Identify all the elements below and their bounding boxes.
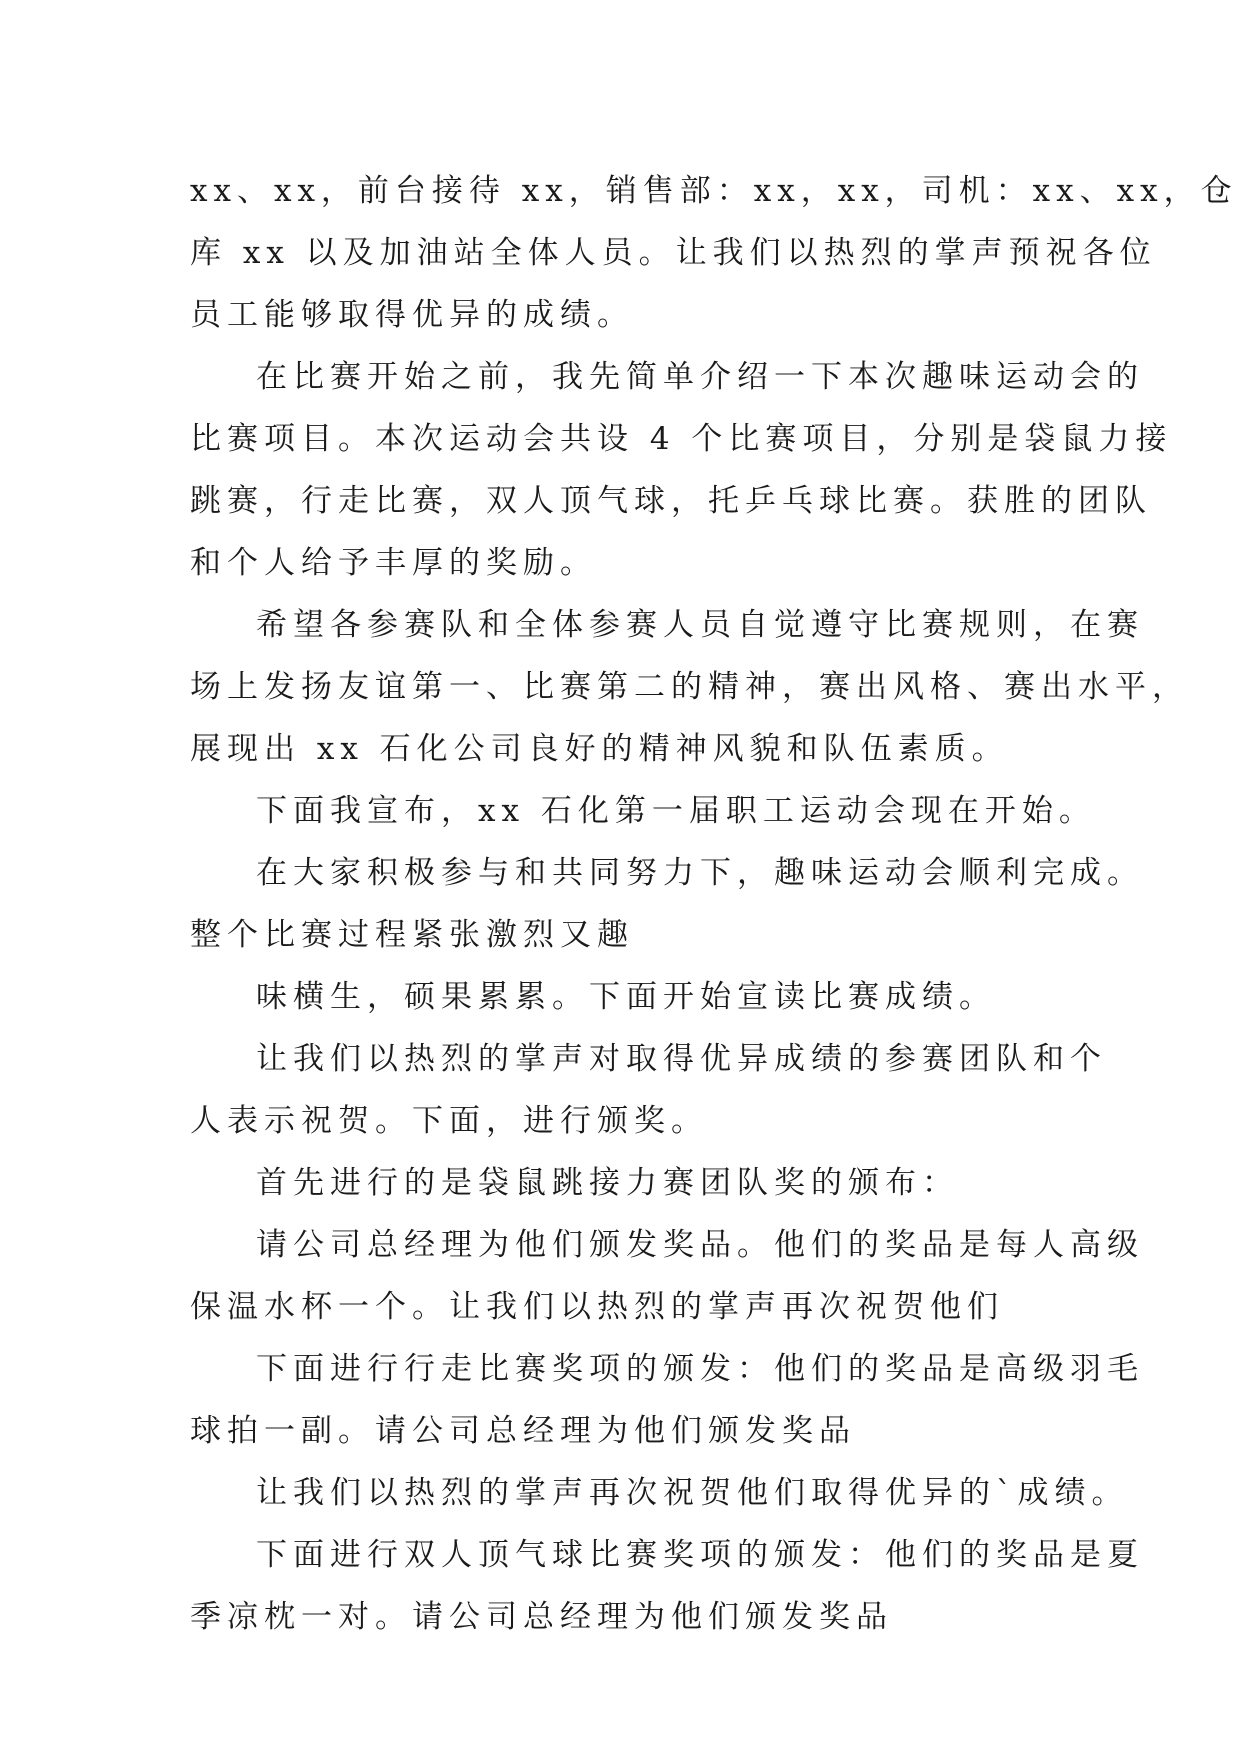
text-line: 让我们以热烈的掌声对取得优异成绩的参赛团队和个 [256,1041,1107,1077]
text-line: 让我们以热烈的掌声再次祝贺他们取得优异的`成绩。 [256,1475,1129,1511]
text-line: 味横生，硕果累累。下面开始宣读比赛成绩。 [256,979,996,1015]
text-line: 跳赛，行走比赛，双人顶气球，托乒乓球比赛。获胜的团队 [190,483,1152,519]
text-line: 球拍一副。请公司总经理为他们颁发奖品 [190,1413,856,1449]
text-line: 希望各参赛队和全体参赛人员自觉遵守比赛规则，在赛 [256,607,1144,643]
text-line: 保温水杯一个。让我们以热烈的掌声再次祝贺他们 [190,1289,1004,1325]
body-text [190,160,1238,1648]
text-line: 季凉枕一对。请公司总经理为他们颁发奖品 [190,1599,893,1635]
text-line: xx、xx，前台接待 xx，销售部：xx，xx，司机：xx、xx，仓 [190,173,1238,209]
text-line: 在大家积极参与和共同努力下，趣味运动会顺利完成。 [256,855,1144,891]
text-line: 人表示祝贺。下面，进行颁奖。 [190,1103,708,1139]
text-line: 场上发扬友谊第一、比赛第二的精神，赛出风格、赛出水平， [190,669,1189,705]
text-line: 在比赛开始之前，我先简单介绍一下本次趣味运动会的 [256,359,1144,395]
text-line: 请公司总经理为他们颁发奖品。他们的奖品是每人高级 [256,1227,1144,1263]
text-line: 比赛项目。本次运动会共设 4 个比赛项目，分别是袋鼠力接 [190,421,1173,457]
text-line: 员工能够取得优异的成绩。 [190,297,634,333]
text-line: 和个人给予丰厚的奖励。 [190,545,597,581]
text-line: 首先进行的是袋鼠跳接力赛团队奖的颁布： [256,1165,959,1201]
text-line: 库 xx 以及加油站全体人员。让我们以热烈的掌声预祝各位 [190,235,1157,271]
text-line: 下面我宣布，xx 石化第一届职工运动会现在开始。 [256,793,1096,829]
text-line: 整个比赛过程紧张激烈又趣 [190,917,634,953]
text-line: 展现出 xx 石化公司良好的精神风貌和队伍素质。 [190,731,1009,767]
text-line: 下面进行双人顶气球比赛奖项的颁发：他们的奖品是夏 [256,1537,1144,1573]
text-line: 下面进行行走比赛奖项的颁发：他们的奖品是高级羽毛 [256,1351,1144,1387]
